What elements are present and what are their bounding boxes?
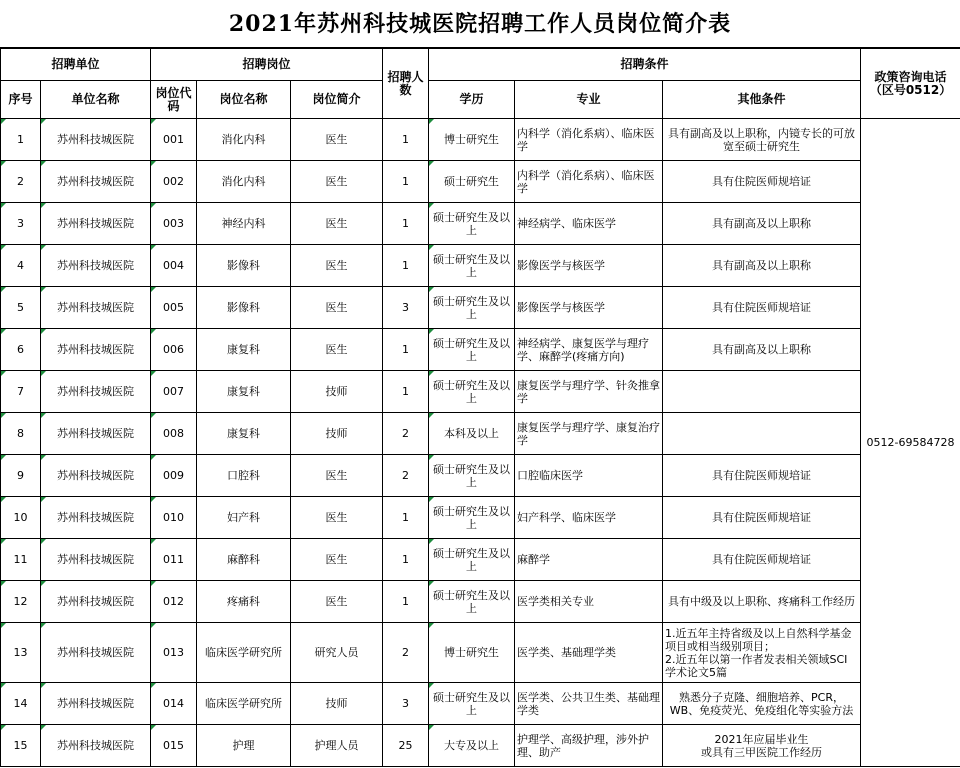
cell-post-name[interactable]: 疼痛科 bbox=[197, 581, 291, 623]
cell-post-code[interactable]: 001 bbox=[151, 119, 197, 161]
cell-post-code[interactable]: 011 bbox=[151, 539, 197, 581]
cell-education[interactable]: 大专及以上 bbox=[429, 725, 515, 767]
cell-post-code[interactable]: 014 bbox=[151, 683, 197, 725]
cell-post-name[interactable]: 护理 bbox=[197, 725, 291, 767]
table-row bbox=[1, 245, 960, 287]
cell-post-code[interactable]: 015 bbox=[151, 725, 197, 767]
cell-count[interactable]: 1 bbox=[383, 245, 429, 287]
cell-other[interactable]: 具有住院医师规培证 bbox=[663, 287, 861, 329]
cell-other[interactable] bbox=[663, 413, 861, 455]
cell-count[interactable]: 1 bbox=[383, 497, 429, 539]
table-row bbox=[1, 725, 960, 767]
cell-no[interactable]: 5 bbox=[1, 287, 41, 329]
cell-unit-name[interactable]: 苏州科技城医院 bbox=[41, 119, 151, 161]
table-row bbox=[1, 119, 960, 161]
cell-other[interactable]: 具有住院医师规培证 bbox=[663, 497, 861, 539]
cell-count[interactable]: 1 bbox=[383, 203, 429, 245]
cell-post-intro[interactable]: 护理人员 bbox=[291, 725, 383, 767]
cell-post-name[interactable]: 临床医学研究所 bbox=[197, 623, 291, 683]
cell-post-intro[interactable]: 医生 bbox=[291, 119, 383, 161]
cell-count[interactable]: 25 bbox=[383, 725, 429, 767]
cell-count[interactable]: 2 bbox=[383, 413, 429, 455]
cell-post-intro[interactable]: 医生 bbox=[291, 497, 383, 539]
cell-unit-name[interactable]: 苏州科技城医院 bbox=[41, 623, 151, 683]
cell-major[interactable]: 内科学（消化系病）、临床医学 bbox=[515, 161, 663, 203]
cell-other[interactable]: 具有副高及以上职称 bbox=[663, 203, 861, 245]
cell-other[interactable]: 具有副高及以上职称 bbox=[663, 245, 861, 287]
header-unit-group: 招聘单位 bbox=[1, 49, 151, 81]
cell-other[interactable]: 熟悉分子克隆、细胞培养、PCR，WB、免疫荧光、免疫组化等实验方法 bbox=[663, 683, 861, 725]
table-row bbox=[1, 413, 960, 455]
table-row bbox=[1, 161, 960, 203]
cell-post-intro[interactable]: 医生 bbox=[291, 329, 383, 371]
cell-other[interactable]: 具有副高及以上职称 bbox=[663, 329, 861, 371]
table-row bbox=[1, 623, 960, 683]
cell-post-intro[interactable]: 医生 bbox=[291, 161, 383, 203]
table-row bbox=[1, 497, 960, 539]
cell-no[interactable]: 10 bbox=[1, 497, 41, 539]
cell-major[interactable]: 康复医学与理疗学、康复治疗学 bbox=[515, 413, 663, 455]
cell-major[interactable]: 医学类、公共卫生类、基础理学类 bbox=[515, 683, 663, 725]
table-row bbox=[1, 539, 960, 581]
header-post-code: 岗位代码 bbox=[151, 81, 197, 119]
cell-post-name[interactable]: 麻醉科 bbox=[197, 539, 291, 581]
cell-post-name[interactable]: 妇产科 bbox=[197, 497, 291, 539]
cell-post-code[interactable]: 003 bbox=[151, 203, 197, 245]
cell-education[interactable]: 博士研究生 bbox=[429, 623, 515, 683]
page-title: 2021年苏州科技城医院招聘工作人员岗位简介表 bbox=[0, 0, 960, 48]
cell-other[interactable]: 具有中级及以上职称、疼痛科工作经历 bbox=[663, 581, 861, 623]
cell-post-intro[interactable]: 医生 bbox=[291, 245, 383, 287]
cell-contact-phone[interactable]: 0512-69584728 bbox=[861, 119, 960, 767]
cell-education[interactable]: 硕士研究生及以上 bbox=[429, 287, 515, 329]
cell-post-code[interactable]: 005 bbox=[151, 287, 197, 329]
cell-count[interactable]: 1 bbox=[383, 161, 429, 203]
cell-no[interactable]: 3 bbox=[1, 203, 41, 245]
header-row-1 bbox=[1, 49, 960, 81]
cell-no[interactable]: 12 bbox=[1, 581, 41, 623]
cell-other[interactable]: 具有住院医师规培证 bbox=[663, 455, 861, 497]
header-other: 其他条件 bbox=[663, 81, 861, 119]
cell-post-code[interactable]: 009 bbox=[151, 455, 197, 497]
cell-post-intro[interactable]: 技师 bbox=[291, 371, 383, 413]
cell-no[interactable]: 13 bbox=[1, 623, 41, 683]
cell-no[interactable]: 9 bbox=[1, 455, 41, 497]
cell-count[interactable]: 1 bbox=[383, 539, 429, 581]
header-post-group: 招聘岗位 bbox=[151, 49, 383, 81]
cell-education[interactable]: 硕士研究生 bbox=[429, 161, 515, 203]
cell-count[interactable]: 1 bbox=[383, 581, 429, 623]
table-row bbox=[1, 371, 960, 413]
cell-other[interactable]: 具有副高及以上职称，内镜专长的可放宽至硕士研究生 bbox=[663, 119, 861, 161]
cell-count[interactable]: 1 bbox=[383, 119, 429, 161]
cell-unit-name[interactable]: 苏州科技城医院 bbox=[41, 683, 151, 725]
cell-major[interactable]: 麻醉学 bbox=[515, 539, 663, 581]
cell-major[interactable]: 影像医学与核医学 bbox=[515, 287, 663, 329]
cell-other[interactable] bbox=[663, 371, 861, 413]
table-row bbox=[1, 581, 960, 623]
cell-major[interactable]: 康复医学与理疗学、针灸推拿学 bbox=[515, 371, 663, 413]
cell-post-name[interactable]: 影像科 bbox=[197, 287, 291, 329]
header-major: 专业 bbox=[515, 81, 663, 119]
cell-post-intro[interactable]: 技师 bbox=[291, 413, 383, 455]
cell-unit-name[interactable]: 苏州科技城医院 bbox=[41, 203, 151, 245]
header-count: 招聘人数 bbox=[383, 49, 429, 119]
cell-education[interactable]: 硕士研究生及以上 bbox=[429, 371, 515, 413]
cell-post-intro[interactable]: 技师 bbox=[291, 683, 383, 725]
cell-post-name[interactable]: 临床医学研究所 bbox=[197, 683, 291, 725]
cell-other[interactable]: 具有住院医师规培证 bbox=[663, 539, 861, 581]
cell-education[interactable]: 硕士研究生及以上 bbox=[429, 245, 515, 287]
table-row bbox=[1, 455, 960, 497]
cell-post-intro[interactable]: 医生 bbox=[291, 539, 383, 581]
cell-major[interactable]: 影像医学与核医学 bbox=[515, 245, 663, 287]
table-row bbox=[1, 203, 960, 245]
cell-no[interactable]: 15 bbox=[1, 725, 41, 767]
header-post-intro: 岗位简介 bbox=[291, 81, 383, 119]
header-contact: 政策咨询电话（区号0512） bbox=[861, 49, 960, 119]
cell-major[interactable]: 医学类相关专业 bbox=[515, 581, 663, 623]
cell-no[interactable]: 8 bbox=[1, 413, 41, 455]
cell-major[interactable]: 护理学、高级护理，涉外护理、助产 bbox=[515, 725, 663, 767]
cell-major[interactable]: 内科学（消化系病）、临床医学 bbox=[515, 119, 663, 161]
cell-major[interactable]: 妇产科学、临床医学 bbox=[515, 497, 663, 539]
cell-other[interactable]: 具有住院医师规培证 bbox=[663, 161, 861, 203]
header-row-2 bbox=[1, 81, 960, 119]
cell-post-code[interactable]: 002 bbox=[151, 161, 197, 203]
cell-post-code[interactable]: 004 bbox=[151, 245, 197, 287]
cell-no[interactable]: 2 bbox=[1, 161, 41, 203]
cell-unit-name[interactable]: 苏州科技城医院 bbox=[41, 161, 151, 203]
cell-education[interactable]: 硕士研究生及以上 bbox=[429, 203, 515, 245]
header-unit-name: 单位名称 bbox=[41, 81, 151, 119]
cell-no[interactable]: 1 bbox=[1, 119, 41, 161]
cell-unit-name[interactable]: 苏州科技城医院 bbox=[41, 329, 151, 371]
cell-post-code[interactable]: 007 bbox=[151, 371, 197, 413]
cell-post-code[interactable]: 013 bbox=[151, 623, 197, 683]
cell-unit-name[interactable]: 苏州科技城医院 bbox=[41, 497, 151, 539]
cell-post-code[interactable]: 008 bbox=[151, 413, 197, 455]
cell-count[interactable]: 1 bbox=[383, 329, 429, 371]
cell-major[interactable]: 医学类、基础理学类 bbox=[515, 623, 663, 683]
cell-post-name[interactable]: 康复科 bbox=[197, 371, 291, 413]
cell-unit-name[interactable]: 苏州科技城医院 bbox=[41, 581, 151, 623]
cell-count[interactable]: 3 bbox=[383, 683, 429, 725]
header-no: 序号 bbox=[1, 81, 41, 119]
cell-post-intro[interactable]: 医生 bbox=[291, 581, 383, 623]
cell-education[interactable]: 硕士研究生及以上 bbox=[429, 581, 515, 623]
cell-count[interactable]: 2 bbox=[383, 623, 429, 683]
cell-unit-name[interactable]: 苏州科技城医院 bbox=[41, 287, 151, 329]
cell-post-intro[interactable]: 医生 bbox=[291, 455, 383, 497]
cell-major[interactable]: 口腔临床医学 bbox=[515, 455, 663, 497]
cell-post-intro[interactable]: 医生 bbox=[291, 287, 383, 329]
cell-major[interactable]: 神经病学、临床医学 bbox=[515, 203, 663, 245]
cell-post-name[interactable]: 影像科 bbox=[197, 245, 291, 287]
cell-count[interactable]: 1 bbox=[383, 371, 429, 413]
cell-education[interactable]: 本科及以上 bbox=[429, 413, 515, 455]
cell-other[interactable]: 2021年应届毕业生 或具有三甲医院工作经历 bbox=[663, 725, 861, 767]
header-post-name: 岗位名称 bbox=[197, 81, 291, 119]
cell-post-name[interactable]: 消化内科 bbox=[197, 161, 291, 203]
cell-education[interactable]: 硕士研究生及以上 bbox=[429, 683, 515, 725]
cell-unit-name[interactable]: 苏州科技城医院 bbox=[41, 371, 151, 413]
cell-education[interactable]: 硕士研究生及以上 bbox=[429, 329, 515, 371]
cell-unit-name[interactable]: 苏州科技城医院 bbox=[41, 725, 151, 767]
cell-post-intro[interactable]: 研究人员 bbox=[291, 623, 383, 683]
cell-education[interactable]: 硕士研究生及以上 bbox=[429, 497, 515, 539]
header-cond-group: 招聘条件 bbox=[429, 49, 861, 81]
cell-no[interactable]: 11 bbox=[1, 539, 41, 581]
cell-post-intro[interactable]: 医生 bbox=[291, 203, 383, 245]
cell-count[interactable]: 3 bbox=[383, 287, 429, 329]
cell-post-code[interactable]: 010 bbox=[151, 497, 197, 539]
cell-education[interactable]: 硕士研究生及以上 bbox=[429, 455, 515, 497]
cell-unit-name[interactable]: 苏州科技城医院 bbox=[41, 455, 151, 497]
cell-post-code[interactable]: 012 bbox=[151, 581, 197, 623]
cell-unit-name[interactable]: 苏州科技城医院 bbox=[41, 245, 151, 287]
cell-post-name[interactable]: 康复科 bbox=[197, 413, 291, 455]
cell-no[interactable]: 14 bbox=[1, 683, 41, 725]
cell-unit-name[interactable]: 苏州科技城医院 bbox=[41, 413, 151, 455]
header-education: 学历 bbox=[429, 81, 515, 119]
cell-post-name[interactable]: 口腔科 bbox=[197, 455, 291, 497]
cell-post-name[interactable]: 康复科 bbox=[197, 329, 291, 371]
cell-education[interactable]: 硕士研究生及以上 bbox=[429, 539, 515, 581]
cell-post-name[interactable]: 神经内科 bbox=[197, 203, 291, 245]
cell-count[interactable]: 2 bbox=[383, 455, 429, 497]
cell-no[interactable]: 6 bbox=[1, 329, 41, 371]
table-row bbox=[1, 329, 960, 371]
cell-other[interactable]: 1.近五年主持省级及以上自然科学基金项目或相当级别项目； 2.近五年以第一作者发表相关领域SCI学术论文5篇 bbox=[663, 623, 861, 683]
cell-post-name[interactable]: 消化内科 bbox=[197, 119, 291, 161]
cell-no[interactable]: 4 bbox=[1, 245, 41, 287]
cell-no[interactable]: 7 bbox=[1, 371, 41, 413]
recruitment-table bbox=[0, 48, 960, 767]
cell-education[interactable]: 博士研究生 bbox=[429, 119, 515, 161]
table-row bbox=[1, 287, 960, 329]
table-row bbox=[1, 683, 960, 725]
cell-unit-name[interactable]: 苏州科技城医院 bbox=[41, 539, 151, 581]
cell-major[interactable]: 神经病学、康复医学与理疗学、麻醉学(疼痛方向) bbox=[515, 329, 663, 371]
cell-post-code[interactable]: 006 bbox=[151, 329, 197, 371]
